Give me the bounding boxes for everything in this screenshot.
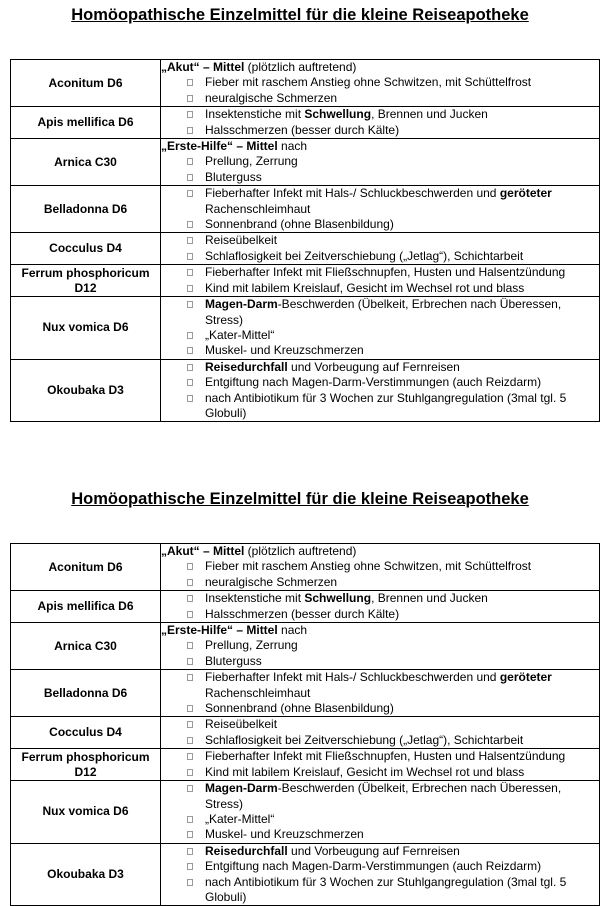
- list-item: [161, 343, 599, 358]
- text-run: Fieber mit raschem Anstieg ohne Schwitzen, mit Schüttelfrost: [205, 559, 532, 574]
- list-item: [161, 812, 599, 827]
- bold-text: Reisedurchfall: [205, 359, 288, 374]
- text-run: Halsschmerzen (besser durch Kälte): [205, 122, 400, 137]
- remedy-name: Apis mellifica D6: [11, 107, 161, 139]
- list-item: [161, 265, 599, 280]
- document-title: Homöopathische Einzelmittel für die kleine Reiseapotheke: [71, 6, 529, 24]
- text-run: Kind mit labilem Kreislauf, Gesicht im Wechsel rot und blass: [205, 280, 525, 295]
- remedy-indications: [161, 670, 600, 717]
- table-row: [11, 359, 600, 422]
- list-item: [161, 217, 599, 232]
- list-item: [161, 670, 599, 701]
- text-run: Reiseübelkeit: [205, 233, 278, 248]
- indication-list: [161, 265, 599, 296]
- indication-list: [161, 360, 599, 422]
- list-item: [161, 859, 599, 874]
- indication-list: [161, 107, 599, 138]
- list-item: [161, 233, 599, 248]
- text-run: Entgiftung nach Magen-Darm-Verstimmungen (auch Reizdarm): [205, 859, 542, 874]
- indication-list: [161, 844, 599, 906]
- checkbox-bullet-icon: [187, 816, 193, 823]
- remedy-indications: [161, 139, 600, 186]
- list-item: [161, 717, 599, 732]
- list-item: [161, 375, 599, 390]
- list-item: [161, 75, 599, 90]
- text-run: Entgiftung nach Magen-Darm-Verstimmungen (auch Reizdarm): [205, 375, 542, 390]
- checkbox-bullet-icon: [187, 253, 193, 260]
- remedy-indications: [161, 60, 600, 107]
- remedy-indications: [161, 359, 600, 422]
- indication-list: [161, 297, 599, 359]
- bold-text: geröteter: [499, 186, 552, 201]
- list-item: [161, 733, 599, 748]
- remedy-indications: [161, 749, 600, 781]
- bold-text: „Akut“ – Mittel: [161, 60, 245, 74]
- checkbox-bullet-icon: [187, 879, 193, 886]
- bold-text: Schwellung: [304, 107, 372, 122]
- text-run: Bluterguss: [205, 169, 262, 184]
- list-item: [161, 360, 599, 375]
- checkbox-bullet-icon: [187, 595, 193, 602]
- table-row: [11, 107, 600, 139]
- table-row: [11, 670, 600, 717]
- checkbox-bullet-icon: [187, 301, 193, 308]
- checkbox-bullet-icon: [187, 737, 193, 744]
- remedy-name: Okoubaka D3: [11, 843, 161, 906]
- remedy-indications: [161, 717, 600, 749]
- text-run: Prellung, Zerrung: [205, 154, 298, 169]
- text-run: neuralgische Schmerzen: [205, 574, 338, 589]
- checkbox-bullet-icon: [187, 705, 193, 712]
- text-run: Sonnenbrand (ohne Blasenbildung): [205, 217, 394, 232]
- remedy-name: Ferrum phosphoricum D12: [11, 749, 161, 781]
- text-run: nach Antibiotikum für 3 Wochen zur Stuhlgangregulation (3mal tgl. 5 Globuli): [205, 390, 567, 420]
- text-run: nach Antibiotikum für 3 Wochen zur Stuhlgangregulation (3mal tgl. 5 Globuli): [205, 874, 567, 904]
- remedy-name: Apis mellifica D6: [11, 591, 161, 623]
- checkbox-bullet-icon: [187, 95, 193, 102]
- text-run: Sonnenbrand (ohne Blasenbildung): [205, 701, 394, 716]
- text-run: und Vorbeugung auf Fernreisen: [287, 359, 460, 374]
- list-item: [161, 186, 599, 217]
- text-run: Schlaflosigkeit bei Zeitverschiebung („Jetlag“), Schichtarbeit: [205, 248, 524, 263]
- text-run: -Beschwerden (Übelkeit, Erbrechen nach Überessen, Stress): [205, 781, 562, 811]
- checkbox-bullet-icon: [187, 785, 193, 792]
- table-row: [11, 60, 600, 107]
- list-item: [161, 591, 599, 606]
- text-run: Insektenstiche mit: [205, 591, 305, 606]
- list-item: [161, 91, 599, 106]
- list-item: [161, 638, 599, 653]
- list-item: [161, 749, 599, 764]
- list-item: [161, 875, 599, 906]
- checkbox-bullet-icon: [187, 674, 193, 681]
- list-item: [161, 170, 599, 185]
- text-run: Bluterguss: [205, 653, 262, 668]
- remedy-table: [10, 59, 600, 422]
- checkbox-bullet-icon: [187, 332, 193, 339]
- text-run: Schlaflosigkeit bei Zeitverschiebung („Jetlag“), Schichtarbeit: [205, 732, 524, 747]
- checkbox-bullet-icon: [187, 79, 193, 86]
- remedy-indications: [161, 186, 600, 233]
- text-run: (plötzlich auftretend): [244, 60, 357, 74]
- list-item: [161, 827, 599, 842]
- list-item: [161, 844, 599, 859]
- table-row: [11, 717, 600, 749]
- remedy-indications: [161, 544, 600, 591]
- checkbox-bullet-icon: [187, 563, 193, 570]
- checkbox-bullet-icon: [187, 611, 193, 618]
- list-item: [161, 297, 599, 328]
- checkbox-bullet-icon: [187, 863, 193, 870]
- bold-text: „Erste-Hilfe“ – Mittel: [161, 139, 278, 154]
- text-run: , Brennen und Jucken: [371, 107, 488, 122]
- remedy-name: Cocculus D4: [11, 233, 161, 265]
- remedy-name: Arnica C30: [11, 623, 161, 670]
- checkbox-bullet-icon: [187, 658, 193, 665]
- indication-list: [161, 186, 599, 232]
- remedy-name: Cocculus D4: [11, 717, 161, 749]
- indication-list: [161, 75, 599, 106]
- text-run: Fieberhafter Infekt mit Fließschnupfen, Husten und Halsentzündung: [205, 749, 566, 764]
- checkbox-bullet-icon: [187, 158, 193, 165]
- indication-list: [161, 233, 599, 264]
- document-title: Homöopathische Einzelmittel für die kleine Reiseapotheke: [71, 490, 529, 508]
- list-item: [161, 391, 599, 422]
- text-run: Halsschmerzen (besser durch Kälte): [205, 606, 400, 621]
- indication-list: [161, 638, 599, 669]
- checkbox-bullet-icon: [187, 379, 193, 386]
- checkbox-bullet-icon: [187, 831, 193, 838]
- table-row: [11, 265, 600, 297]
- remedy-name: Aconitum D6: [11, 60, 161, 107]
- checkbox-bullet-icon: [187, 364, 193, 371]
- list-item: [161, 107, 599, 122]
- list-item: [161, 701, 599, 716]
- indication-list: [161, 670, 599, 716]
- text-run: „Kater-Mittel“: [205, 327, 275, 342]
- checkbox-bullet-icon: [187, 753, 193, 760]
- indication-list: [161, 154, 599, 185]
- table-row: [11, 297, 600, 360]
- indication-intro: [161, 60, 599, 75]
- bold-text: Reisedurchfall: [205, 843, 288, 858]
- text-run: neuralgische Schmerzen: [205, 90, 338, 105]
- text-run: Rachenschleimhaut: [205, 685, 311, 700]
- text-run: Fieberhafter Infekt mit Hals-/ Schluckbeschwerden und: [205, 186, 500, 201]
- text-run: , Brennen und Jucken: [371, 591, 488, 606]
- checkbox-bullet-icon: [187, 395, 193, 402]
- list-item: [161, 559, 599, 574]
- checkbox-bullet-icon: [187, 111, 193, 118]
- list-item: [161, 781, 599, 812]
- list-item: [161, 654, 599, 669]
- list-item: [161, 281, 599, 296]
- remedy-name: Belladonna D6: [11, 186, 161, 233]
- remedy-name: Arnica C30: [11, 139, 161, 186]
- text-run: und Vorbeugung auf Fernreisen: [287, 843, 460, 858]
- indication-intro: [161, 139, 599, 154]
- text-run: Insektenstiche mit: [205, 107, 305, 122]
- indication-list: [161, 749, 599, 780]
- bold-text: Schwellung: [304, 591, 372, 606]
- checkbox-bullet-icon: [187, 285, 193, 292]
- table-row: [11, 544, 600, 591]
- bold-text: Magen-Darm: [205, 781, 278, 796]
- list-item: [161, 575, 599, 590]
- table-row: [11, 186, 600, 233]
- text-run: Rachenschleimhaut: [205, 201, 311, 216]
- indication-list: [161, 559, 599, 590]
- checkbox-bullet-icon: [187, 642, 193, 649]
- text-run: nach: [277, 139, 308, 154]
- remedy-name: Ferrum phosphoricum D12: [11, 265, 161, 297]
- checkbox-bullet-icon: [187, 347, 193, 354]
- checkbox-bullet-icon: [187, 221, 193, 228]
- list-item: [161, 123, 599, 138]
- list-item: [161, 249, 599, 264]
- checkbox-bullet-icon: [187, 237, 193, 244]
- remedy-indications: [161, 781, 600, 844]
- table-row: [11, 843, 600, 906]
- text-run: Muskel- und Kreuzschmerzen: [205, 343, 364, 358]
- checkbox-bullet-icon: [187, 127, 193, 134]
- checkbox-bullet-icon: [187, 769, 193, 776]
- indication-intro: [161, 544, 599, 559]
- remedy-indications: [161, 233, 600, 265]
- table-row: [11, 781, 600, 844]
- table-row: [11, 749, 600, 781]
- bold-text: geröteter: [499, 670, 552, 685]
- list-item: [161, 765, 599, 780]
- list-item: [161, 328, 599, 343]
- remedy-indications: [161, 623, 600, 670]
- remedy-name: Belladonna D6: [11, 670, 161, 717]
- text-run: „Kater-Mittel“: [205, 811, 275, 826]
- checkbox-bullet-icon: [187, 848, 193, 855]
- text-run: Prellung, Zerrung: [205, 638, 298, 653]
- remedy-indications: [161, 297, 600, 360]
- text-run: Muskel- und Kreuzschmerzen: [205, 827, 364, 842]
- bold-text: Magen-Darm: [205, 297, 278, 312]
- remedy-indications: [161, 265, 600, 297]
- checkbox-bullet-icon: [187, 190, 193, 197]
- bold-text: „Erste-Hilfe“ – Mittel: [161, 623, 278, 638]
- checkbox-bullet-icon: [187, 269, 193, 276]
- table-row: [11, 139, 600, 186]
- table-row: [11, 233, 600, 265]
- indication-list: [161, 781, 599, 843]
- checkbox-bullet-icon: [187, 174, 193, 181]
- remedy-indications: [161, 107, 600, 139]
- table-row: [11, 591, 600, 623]
- checkbox-bullet-icon: [187, 579, 193, 586]
- indication-intro: [161, 623, 599, 638]
- bold-text: „Akut“ – Mittel: [161, 544, 245, 558]
- text-run: Reiseübelkeit: [205, 717, 278, 732]
- table-row: [11, 623, 600, 670]
- checkbox-bullet-icon: [187, 721, 193, 728]
- text-run: nach: [277, 623, 308, 638]
- text-run: Fieber mit raschem Anstieg ohne Schwitzen, mit Schüttelfrost: [205, 75, 532, 90]
- list-item: [161, 154, 599, 169]
- indication-list: [161, 591, 599, 622]
- text-run: (plötzlich auftretend): [244, 544, 357, 558]
- remedy-name: Nux vomica D6: [11, 781, 161, 844]
- remedy-name: Okoubaka D3: [11, 359, 161, 422]
- text-run: -Beschwerden (Übelkeit, Erbrechen nach Überessen, Stress): [205, 297, 562, 327]
- remedy-indications: [161, 843, 600, 906]
- remedy-name: Nux vomica D6: [11, 297, 161, 360]
- remedy-name: Aconitum D6: [11, 544, 161, 591]
- remedy-table: [10, 543, 600, 906]
- list-item: [161, 607, 599, 622]
- remedy-indications: [161, 591, 600, 623]
- text-run: Fieberhafter Infekt mit Hals-/ Schluckbeschwerden und: [205, 670, 500, 685]
- text-run: Kind mit labilem Kreislauf, Gesicht im Wechsel rot und blass: [205, 764, 525, 779]
- text-run: Fieberhafter Infekt mit Fließschnupfen, Husten und Halsentzündung: [205, 265, 566, 280]
- indication-list: [161, 717, 599, 748]
